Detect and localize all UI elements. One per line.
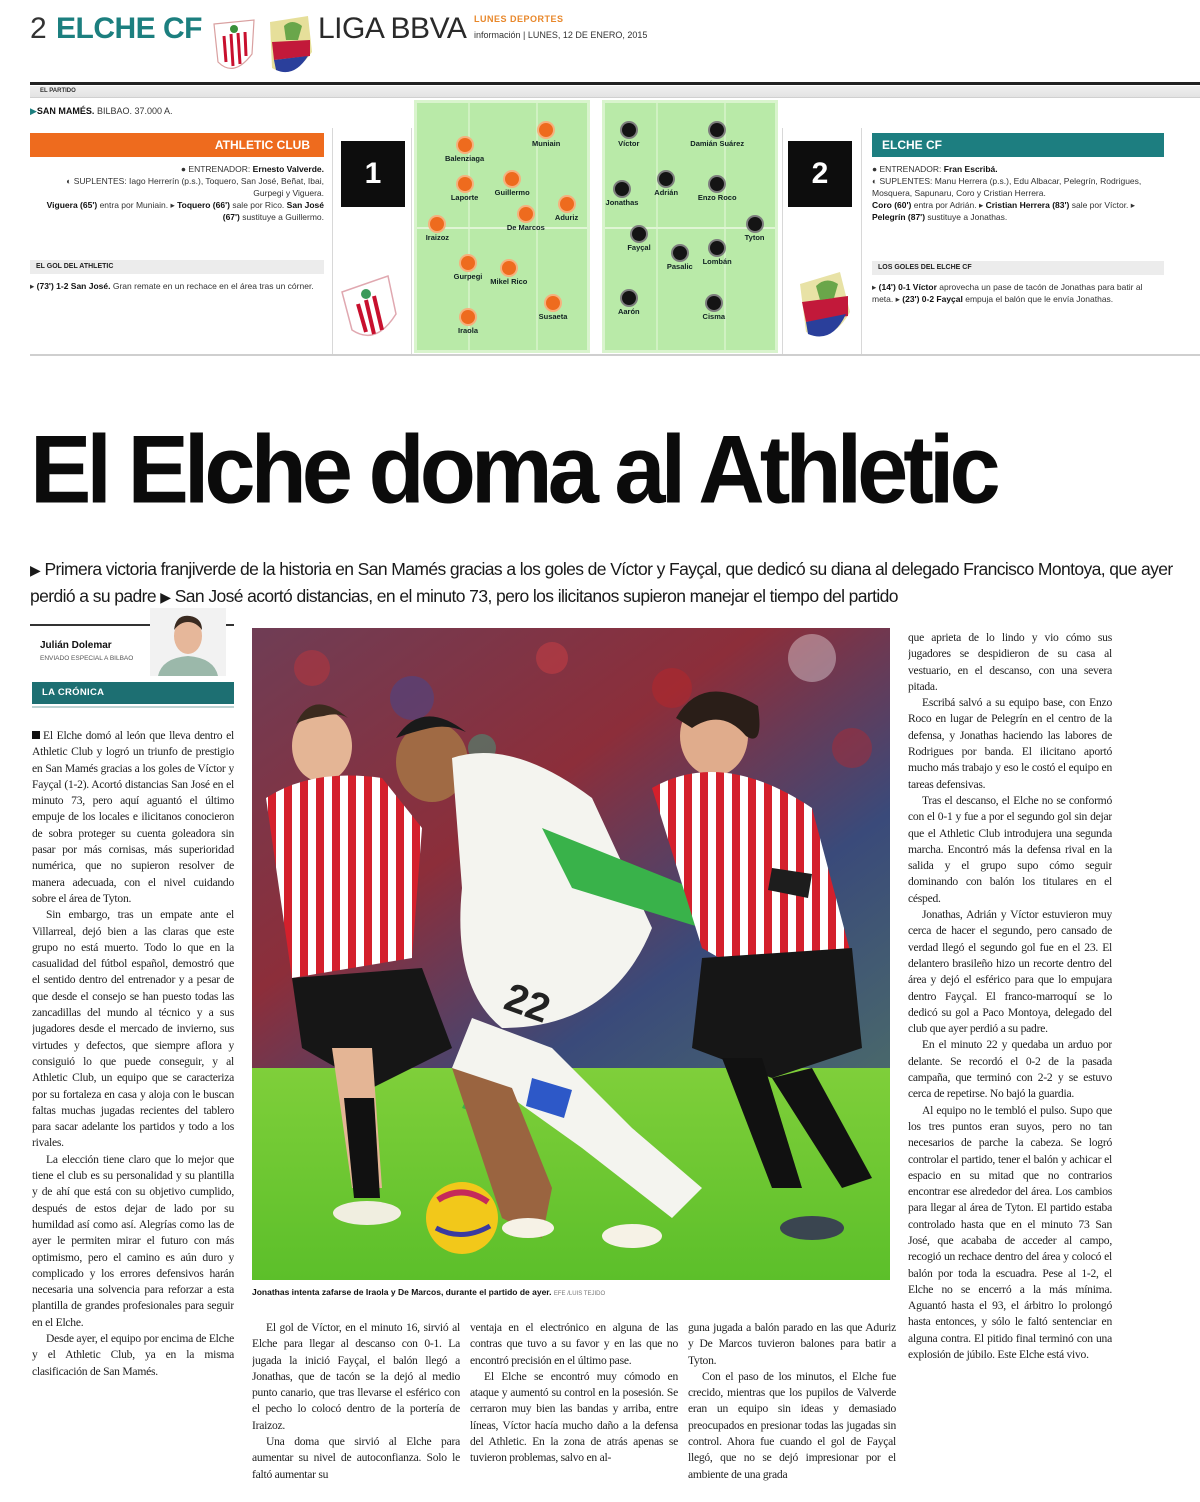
svg-text:22: 22 <box>498 975 556 1032</box>
paragraph: Con el paso de los minutos, el Elche fue crecido, mientras que los pupilos de Valverde eran un equipo sin ideas y demasiado preocupados en presionar todas las jugadas sin control. Ahora fue cuando el gol de Fayçal llegó, que no se dejó impresionar por el ambiente de una grada <box>688 1369 896 1481</box>
paragraph: Sin embargo, tras un empate ante el Villarreal, dejó bien a las claras que este grupo no está muerto. Todo lo que en la casualidad del fútbol español, demostró que el sentido dentro del entrenador y a pesar de que desde el consejo se han puesto todas las zancadillas del mundo al técnico y a sus jugadores desde el mercado de invierno, sus virtudes y defectos, que siempre aflora y consiguió lo que puede conseguir, y al Athletic Club, un equipo que se caracteriza por su fortaleza en casa y aloja con le buscan faltas muchas jugadas recientes del tablero para sacar adelante los partidos y todo a los rivales. <box>32 908 234 1150</box>
home-coach: Ernesto Valverde. <box>252 164 324 174</box>
paragraph: Una doma que sirvió al Elche para aumentar su nivel de autoconfianza. Solo le faltó aumentar su <box>252 1435 460 1481</box>
paragraph: En el minuto 22 y quedaba un arduo por delante. Se recordó el 0-2 de la pasada campaña, que terminó con 2-2 y se estuvo cerca de repetirse. No bajó la guardia. <box>908 1038 1112 1101</box>
author-name: Julián Dolemar <box>40 640 112 651</box>
player-dot-icon <box>502 261 516 275</box>
lineup-player <box>425 138 505 163</box>
player-name: Susaeta <box>538 311 568 321</box>
lineup-player <box>589 123 669 148</box>
player-name: Iraola <box>457 326 478 336</box>
masthead <box>30 8 1200 78</box>
player-dot-icon <box>539 123 553 137</box>
player-dot-icon <box>622 123 636 137</box>
paragraph: El Elche se encontró muy cómodo en ataque y aumentó su control en la posesión. Se cerraron muy bien las bandas y arriba, entre líneas, Víctor hacía mucho daño a la defensa del Athletic. En la zona de atrás apenas se tuvieron problemas, salvo en al- <box>470 1369 678 1465</box>
deck-part-1: Primera victoria franjiverde de la historia en San Mamés gracias a los goles de Víctor y Fayçal, que dedicó su diana al delegado Francisco Montoya, que ayer perdió a su padre <box>30 559 1173 606</box>
player-dot-icon <box>710 241 724 255</box>
paragraph: Escribá salvó a su equipo base, con Enzo Roco en lugar de Pelegrín en el centro de la defensa, y Jonathas haciendo las labores de Rodrigues por banda. El ilicitano aportó mucho más trabajo y eso le costó el equipo en tareas defensivas. <box>908 696 1112 791</box>
player-dot-icon <box>546 296 560 310</box>
author-avatar <box>150 608 226 676</box>
player-name: Enzo Roco <box>697 193 737 203</box>
lineup-player <box>472 172 552 197</box>
paragraph: ventaja en el electrónico en alguna de las contras que tuvo a su favor y en las que no encontró precisión en el último pase. <box>470 1321 678 1367</box>
player-name: Aduriz <box>554 212 579 222</box>
athletic-crest-icon <box>208 16 260 78</box>
section-underline <box>32 706 234 708</box>
section-label: LA CRÓNICA <box>32 682 234 704</box>
deck-part-2: San José acortó distancias, en el minuto 73, pero los ilicitanos supieron manejar el tiempo del partido <box>174 586 898 606</box>
band-label: EL PARTIDO <box>40 88 76 94</box>
lineup-player <box>589 291 669 316</box>
player-dot-icon <box>622 291 636 305</box>
lineup-player <box>486 207 566 232</box>
home-lineup-pitch <box>414 100 590 353</box>
lineup-player <box>677 123 757 148</box>
lineup-player <box>469 261 549 286</box>
away-team-info <box>872 163 1162 223</box>
away-team-bar: ELCHE CF <box>872 133 1164 157</box>
player-name: Víctor <box>618 138 640 148</box>
photo-credit: EFE /LUIS TEJIDO <box>553 1291 606 1297</box>
player-name: Lombán <box>702 257 732 267</box>
lineup-player <box>397 217 477 242</box>
player-dot-icon <box>615 182 629 196</box>
player-dot-icon <box>710 123 724 137</box>
arrow-icon: ▶ <box>30 106 37 116</box>
dateline: información | LUNES, 12 DE ENERO, 2015 <box>474 30 648 40</box>
match-photo <box>252 628 890 1280</box>
player-dot-icon <box>707 296 721 310</box>
away-subs: Manu Herrera (p.s.), Edu Albacar, Pelegrín, Rodrigues, Mosquera, Sapunaru, Coro y Cristian Herrera. <box>872 176 1142 198</box>
player-name: Jonathas <box>605 198 639 208</box>
player-dot-icon <box>710 177 724 191</box>
lead-square-icon <box>32 731 40 739</box>
player-name: Pasalic <box>666 262 693 272</box>
deck <box>30 556 1180 610</box>
athletic-crest-icon <box>336 270 402 346</box>
section-band <box>30 86 1200 98</box>
paragraph: El Elche domó al león que lleva dentro el Athletic Club y logró un triunfo de prestigio en San Mamés gracias a los goles de Víctor y Fayçal (1-2). Acortó distancias San José en el minuto 73, pero aquí aguantó el último empuje de los locales e ilicitanos conocieron de sobra proteger su cuenta goleadora sin pasar por más cornisas, más superioridad numérica, que no supieron resolver de manera adecuada, con el nivel cuidando sobre el área de Tyton. <box>32 729 234 905</box>
paragraph: Desde ayer, el equipo por encima de Elche y el Athletic Club, ya en la misma clasificación de San Mamés. <box>32 1331 234 1378</box>
lineup-player <box>674 296 754 321</box>
paragraph: Tras el descanso, el Elche no se conformó con el 0-1 y fue a por el segundo gol sin dejar que el Athletic Club introdujera una segunda marcha. Encontró más la defensa rival en la salida y el grupo supo cómo seguir dominando con balón los titulares en el césped. <box>908 793 1112 905</box>
home-subs: Iago Herrerín (p.s.), Toquero, San José, Beñat, Ibai, Gurpegi y Viguera. <box>129 176 324 198</box>
away-goals-header: LOS GOLES DEL ELCHE CF <box>872 261 1164 275</box>
home-coach-line: ● ENTRENADOR: Ernesto Valverde. <box>180 164 324 174</box>
player-name: Fayçal <box>627 242 651 252</box>
player-dot-icon <box>632 227 646 241</box>
away-lineup-pitch <box>602 100 778 353</box>
paragraph: que aprieta de lo lindo y vio cómo sus jugadores se despidieron de su casa al vestuario, en el descanso, con una severa pitada. <box>908 631 1112 693</box>
page-number: 2 <box>30 12 47 45</box>
home-goals-text: ▸ (73') 1-2 San José. Gran remate en un rechace en el área tras un córner. <box>30 281 314 291</box>
home-team-bar: ATHLETIC CLUB <box>30 133 324 157</box>
player-name: De Marcos <box>506 222 545 232</box>
article-column-4 <box>688 1320 896 1500</box>
lineup-player <box>506 123 586 148</box>
home-changes: Viguera (65') entra por Muniain. ▸ Toquero (66') sale por Rico. San José (67') sustituye a Guillermo. <box>46 200 324 222</box>
player-name: Iraizoz <box>425 232 450 242</box>
headline: El Elche doma al Athletic <box>30 416 996 524</box>
author-role: ENVIADO ESPECIAL A BILBAO <box>40 655 134 662</box>
away-changes: Coro (60') entra por Adrián. ▸ Cristian Herrera (83') sale por Víctor. ▸ Pelegrín (87') sustituye a Jonathas. <box>872 200 1136 222</box>
away-coach: Fran Escribá. <box>943 164 998 174</box>
player-dot-icon <box>505 172 519 186</box>
player-dot-icon <box>458 138 472 152</box>
lineup-player <box>677 241 757 266</box>
league-title: LIGA BBVA <box>318 12 467 45</box>
paragraph: Jonathas, Adrián y Víctor estuvieron muy cerca de hacer el segundo, pero cansado de verdad llegó el segundo gol fue en el 23. El delantero brasileño hizo un recorte dentro del área y dejó el esférico para que lo empujara dentro Fayçal. El franco-marroquí se lo dedicó su gol a Paco Montoya, delegado del club que ayer perdió a su padre. <box>908 908 1112 1036</box>
subs-icon: ◐ <box>66 176 72 186</box>
player-dot-icon <box>458 177 472 191</box>
player-dot-icon <box>461 310 475 324</box>
player-name: Laporte <box>450 193 479 203</box>
triangle-bullet-icon: ▶ <box>160 589 171 605</box>
player-dot-icon <box>430 217 444 231</box>
section-title: ELCHE CF <box>56 12 202 45</box>
player-name: Muniain <box>532 138 561 148</box>
player-name: Guillermo <box>494 188 530 198</box>
player-name: Balenziaga <box>445 153 485 163</box>
home-score: 1 <box>341 141 405 207</box>
article-column-1 <box>32 728 234 1498</box>
elche-crest-icon <box>792 266 856 344</box>
away-goals-text: ▸ (14') 0-1 Víctor aprovecha un pase de tacón de Jonathas para batir al meta. ▸ (23') 0-2 Fayçal empuja el balón que le envía Jonathas. <box>872 282 1143 304</box>
venue-line <box>30 106 173 117</box>
paragraph: El gol de Víctor, en el minuto 16, sirvió al Elche para llegar al descanso con 0-1. La jugada la inició Fayçal, el balón llegó a Jonathas, que de tacón se la dejó al medio punto canario, que tras llevarse el esférico con el pecho lo colocó dentro de la portería de Iraizoz. <box>252 1321 460 1432</box>
kicker-label: LUNES DEPORTES <box>474 14 564 24</box>
paragraph: La elección tiene claro que lo mejor que tiene el club es su personalidad y su plantilla y de ahí que está con su objetivo cumplido, después de estos dejar de lado por su humildad así como así. Alegrías como las de ayer le permiten mirar el futuro con más optimismo, pero el camino es aún duro y complicado y los errores defensivos harán necesaria una solvencia para reforzar a esta plantilla de grandes profesionales para seguir en el Elche. <box>32 1152 234 1329</box>
lineup-player <box>513 296 593 321</box>
player-name: Damián Suárez <box>690 138 745 148</box>
player-name: Aarón <box>617 306 640 316</box>
article-column-2 <box>252 1320 460 1500</box>
venue-name: SAN MAMÉS. <box>36 106 95 116</box>
paragraph: guna jugada a balón parado en las que Aduriz y De Marcos tuvieron balones para batir a Tyton. <box>688 1321 896 1367</box>
player-name: Mikel Rico <box>490 277 528 287</box>
article-column-5 <box>908 630 1112 1500</box>
triangle-bullet-icon: ▶ <box>30 562 41 578</box>
photo-caption: Jonathas intenta zafarse de Iraola y De Marcos, durante el partido de ayer. EFE /LUIS TEJIDO <box>252 1287 606 1297</box>
top-rule <box>30 82 1200 85</box>
player-name: Adrián <box>654 188 679 198</box>
match-box-divider <box>30 354 1200 356</box>
home-subs-line: ◐ SUPLENTES: Iago Herrerín (p.s.), Toquero, San José, Beñat, Ibai, Gurpegi y Viguera. <box>66 176 324 198</box>
elche-crest-icon <box>262 12 316 80</box>
player-name: Gurpegi <box>453 272 483 282</box>
home-goals-header: EL GOL DEL ATHLETIC <box>30 260 324 274</box>
away-coach-line: ● ENTRENADOR: Fran Escribá. <box>872 164 998 174</box>
lineup-player <box>677 177 757 202</box>
paragraph: Al equipo no le tembló el pulso. Supo que los tres puntos eran suyos, pero no tan necesarios de parche la cabeza. Se logró controlar el partido, tener el balón y achicar el espacio en su mitad que no contrarios encontrar ese alrededor del área. Los cambios para llegar al área de Tyton. El partido estaba controlado hasta que en el minuto 73 San José, que acababa de acceder al campo, recogió un rechace dentro del área y colocó el balón por toda la escuadra. Pese al 1-2, el Elche no se encerró a la más mínima. Aguantó hasta el 93, el árbitro lo prolongó hasta entonces, y sólo le faltó sentenciar en alguna contra. El pitido final terminó con una explosión de júbilo. Este Elche está vivo. <box>908 1103 1112 1362</box>
away-score: 2 <box>788 141 852 207</box>
coach-icon: ● <box>872 164 878 174</box>
player-dot-icon <box>519 207 533 221</box>
player-name: Cisma <box>702 311 726 321</box>
lineup-player <box>428 310 508 335</box>
away-subs-line: ◐ SUPLENTES: Manu Herrera (p.s.), Edu Albacar, Pelegrín, Rodrigues, Mosquera, Sapunaru, Coro y Cristian Herrera. <box>872 176 1142 198</box>
coach-icon: ● <box>180 164 187 174</box>
venue-detail: BILBAO. 37.000 A. <box>96 106 173 116</box>
lineup-player <box>582 182 662 207</box>
article-column-3 <box>470 1320 678 1500</box>
subs-icon: ◐ <box>872 176 878 186</box>
home-team-info <box>34 163 324 223</box>
player-name: Tyton <box>744 232 765 242</box>
player-dot-icon <box>748 217 762 231</box>
